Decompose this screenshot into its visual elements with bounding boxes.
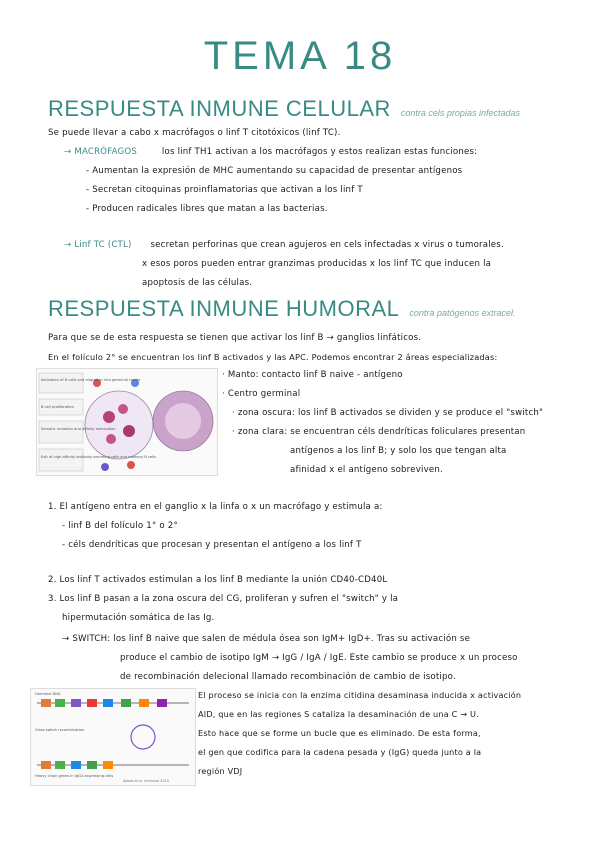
clara-line-3: afinidad x el antígeno sobreviven. (290, 465, 443, 475)
fig2-credit: Abbas et al. Immunol 2014 (123, 779, 169, 783)
para-line-4: el gen que codifica para la cadena pesada y (IgG) queda junto a la (198, 747, 482, 757)
germinal-center-figure (36, 368, 218, 476)
manto-line: · Manto: contacto linf B naive - antígeno (222, 370, 403, 380)
tc-line-1 (64, 240, 504, 250)
cellular-note: contra cels propias infectadas (400, 108, 520, 118)
step-1-b: - céls dendríticas que procesan y presentan el antígeno a los linf T (62, 540, 362, 550)
page-title: TEMA 18 (203, 34, 397, 78)
tc-line-3: apoptosis de las células. (142, 278, 253, 288)
fig1-label-1: Activation of B cells and migration into germinal center (41, 378, 141, 382)
humoral-note: contra patógenos extracel. (409, 308, 516, 318)
class-switch-figure (30, 688, 196, 786)
switch-line-2: produce el cambio de isotipo IgM → IgG / IgA / IgE. Este cambio se produce x un proceso (120, 653, 518, 663)
macro-item-1: - Aumentan la expresión de MHC aumentando su capacidad de presentar antígenos (86, 166, 463, 176)
cellular-heading-text: RESPUESTA INMUNE CELULAR (48, 96, 391, 121)
step-3-cont: hipermutación somática de las Ig. (62, 613, 215, 623)
para-line-2: AID, que en las regiones S cataliza la desaminación de una C → U. (198, 709, 479, 719)
class-switch-diagram (31, 689, 195, 785)
tc-line-2: x esos poros pueden entrar granzimas producidas x los linf TC que inducen la (142, 259, 492, 269)
macro-label: → MACRÓFAGOS (64, 147, 137, 157)
section-heading-humoral (48, 296, 516, 322)
step-1-a: - linf B del folículo 1° o 2° (62, 521, 178, 531)
fig2-label-germline: Germline DNA (35, 692, 61, 696)
para-line-3: Esto hace que se forme un bucle que es eliminado. De esta forma, (198, 728, 481, 738)
cellular-intro: Se puede llevar a cabo x macrófagos o linf T citotóxicos (linf TC). (48, 128, 341, 138)
fig1-label-2: B cell proliferation (41, 405, 74, 409)
step-2: 2. Los linf T activados estimulan a los linf B mediante la unión CD40-CD40L (48, 575, 388, 585)
clara-line-2: antígenos a los linf B; y solo los que tengan alta (290, 446, 507, 456)
oscura-line: · zona oscura: los linf B activados se dividen y se produce el "switch" (232, 408, 544, 418)
step-1: 1. El antígeno entra en el ganglio x la linfa o x un macrófago y estimula a: (48, 502, 383, 512)
switch-line-3: de recombinación delecional llamado recombinación de cambio de isotipo. (120, 672, 456, 682)
fig2-label-switch: Class switch recombination (35, 728, 85, 732)
section-heading-cellular (48, 96, 520, 122)
centro-line: · Centro germinal (222, 389, 301, 399)
macro-item-3: - Producen radicales libres que matan a las bacterias. (86, 204, 328, 214)
para-line-5: región VDJ (198, 766, 243, 776)
fig2-label-heavy: Heavy chain genes in IgG3-expressing cells (35, 774, 114, 778)
humoral-line-2: En el folículo 2° se encuentran los linf B activados y las APC. Podemos encontrar 2 áreas especializadas: (48, 352, 498, 362)
macro-line (64, 147, 477, 157)
macro-text: los linf TH1 activan a los macrófagos y estos realizan estas funciones: (161, 147, 478, 157)
para-line-1: El proceso se inicia con la enzima citidina desaminasa inducida x activación (198, 690, 522, 700)
clara-line-1: · zona clara: se encuentran céls dendríticas foliculares presentan (232, 427, 526, 437)
step-3: 3. Los linf B pasan a la zona oscura del CG, proliferan y sufren el "switch" y la (48, 594, 399, 604)
fig1-label-4: Exit of high-affinity antibody-secreting cells and memory B cells (41, 455, 157, 459)
germinal-center-diagram (37, 369, 217, 475)
fig1-label-3: Somatic mutation and affinity maturation (41, 427, 116, 431)
macro-item-2: - Secretan citoquinas proinflamatorias que activan a los linf T (86, 185, 363, 195)
humoral-line-1: Para que se de esta respuesta se tienen que activar los linf B → ganglios linfáticos. (48, 333, 422, 343)
humoral-heading-text: RESPUESTA INMUNE HUMORAL (48, 296, 400, 321)
tc-label: → Linf TC (CTL) (64, 240, 132, 250)
switch-line-1: → SWITCH: los linf B naive que salen de médula ósea son IgM+ IgD+. Tras su activación se (62, 634, 471, 644)
tc-text-1: secretan perforinas que crean agujeros en cels infectadas x virus o tumorales. (150, 240, 504, 250)
